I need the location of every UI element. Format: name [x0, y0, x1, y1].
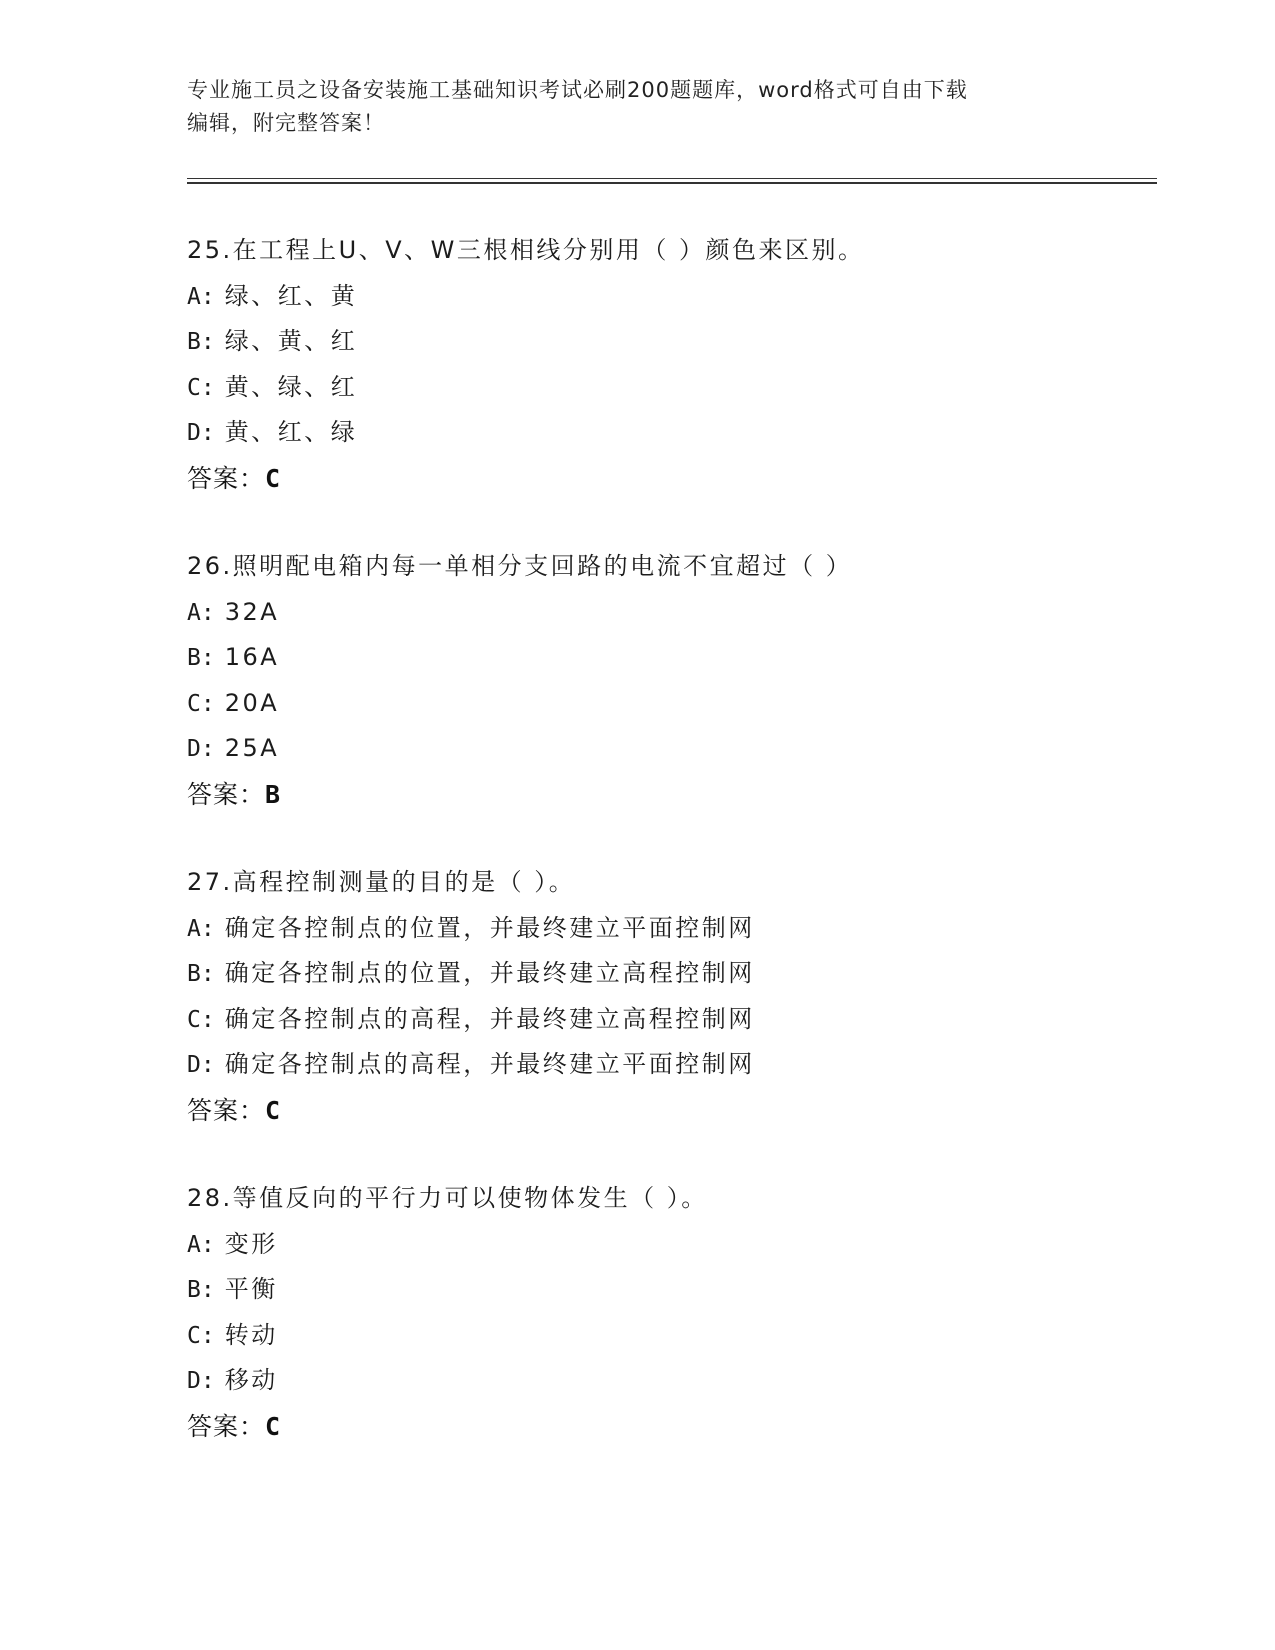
option-b	[187, 1267, 1147, 1313]
option-text: 绿、红、黄	[224, 281, 358, 310]
answer-line	[187, 456, 1147, 502]
option-letter: C:	[187, 1322, 215, 1349]
option-text: 绿、黄、红	[224, 327, 358, 355]
question-stem: 28.等值反向的平行力可以使物体发生（ ）。	[187, 1184, 708, 1212]
answer-label: 答案：	[187, 1411, 266, 1441]
option-b	[187, 951, 1147, 997]
option-letter: A:	[187, 915, 215, 942]
option-d	[187, 1358, 1147, 1404]
header-line-2: 编辑，附完整答案！	[187, 111, 385, 135]
question-stem: 27.高程控制测量的目的是（ ）。	[187, 868, 576, 896]
document-header	[187, 74, 1067, 140]
option-a	[187, 1222, 1147, 1268]
option-letter: B:	[187, 1277, 215, 1303]
option-letter: A:	[187, 599, 215, 626]
option-text: 确定各控制点的高程，并最终建立平面控制网	[224, 1050, 755, 1078]
option-b	[187, 319, 1147, 365]
question-27	[187, 860, 1147, 1133]
option-text: 变形	[224, 1229, 278, 1258]
answer-line	[187, 1404, 1147, 1450]
option-d	[187, 726, 1147, 772]
option-letter: B:	[187, 329, 215, 355]
option-d	[187, 410, 1147, 456]
answer-value: B	[265, 779, 282, 809]
option-text: 转动	[224, 1320, 278, 1349]
option-a	[187, 590, 1147, 636]
option-b	[187, 635, 1147, 681]
option-letter: D:	[187, 1052, 215, 1078]
option-a	[187, 906, 1147, 952]
question-26	[187, 544, 1147, 817]
answer-line	[187, 772, 1147, 818]
question-stem: 26.照明配电箱内每一单相分支回路的电流不宜超过（ ）	[187, 552, 853, 580]
answer-value: C	[265, 1095, 282, 1125]
option-letter: C:	[187, 690, 215, 717]
option-text: 25A	[224, 734, 280, 762]
question-stem: 25.在工程上U、V、W三根相线分别用（ ）颜色来区别。	[187, 236, 865, 264]
option-text: 黄、绿、红	[224, 372, 358, 401]
answer-line	[187, 1088, 1147, 1134]
option-text: 黄、红、绿	[224, 418, 358, 446]
option-letter: C:	[187, 1006, 215, 1033]
option-text: 20A	[224, 688, 280, 717]
option-letter: A:	[187, 1231, 215, 1258]
answer-value: C	[265, 463, 282, 493]
option-text: 确定各控制点的位置，并最终建立平面控制网	[224, 913, 755, 942]
answer-label: 答案：	[187, 463, 266, 493]
option-letter: B:	[187, 645, 215, 671]
option-c	[187, 997, 1147, 1043]
answer-label: 答案：	[187, 1095, 266, 1125]
option-text: 确定各控制点的位置，并最终建立高程控制网	[224, 959, 755, 987]
option-text: 确定各控制点的高程，并最终建立高程控制网	[224, 1004, 755, 1033]
option-text: 移动	[224, 1366, 278, 1394]
header-line-1: 专业施工员之设备安装施工基础知识考试必刷200题题库，word格式可自由下载	[187, 78, 968, 102]
question-28	[187, 1176, 1147, 1449]
option-c	[187, 1313, 1147, 1359]
option-letter: D:	[187, 736, 215, 762]
header-divider-thick	[187, 182, 1157, 184]
answer-label: 答案：	[187, 779, 266, 809]
option-a	[187, 274, 1147, 320]
option-letter: B:	[187, 961, 215, 987]
option-letter: C:	[187, 374, 215, 401]
option-c	[187, 365, 1147, 411]
option-letter: A:	[187, 283, 215, 310]
option-text: 16A	[224, 643, 280, 671]
option-text: 平衡	[224, 1275, 278, 1303]
option-d	[187, 1042, 1147, 1088]
answer-value: C	[265, 1411, 282, 1441]
header-divider-thin	[187, 178, 1157, 179]
option-c	[187, 681, 1147, 727]
option-letter: D:	[187, 420, 215, 446]
option-text: 32A	[224, 597, 280, 626]
question-25	[187, 228, 1147, 501]
option-letter: D:	[187, 1368, 215, 1394]
